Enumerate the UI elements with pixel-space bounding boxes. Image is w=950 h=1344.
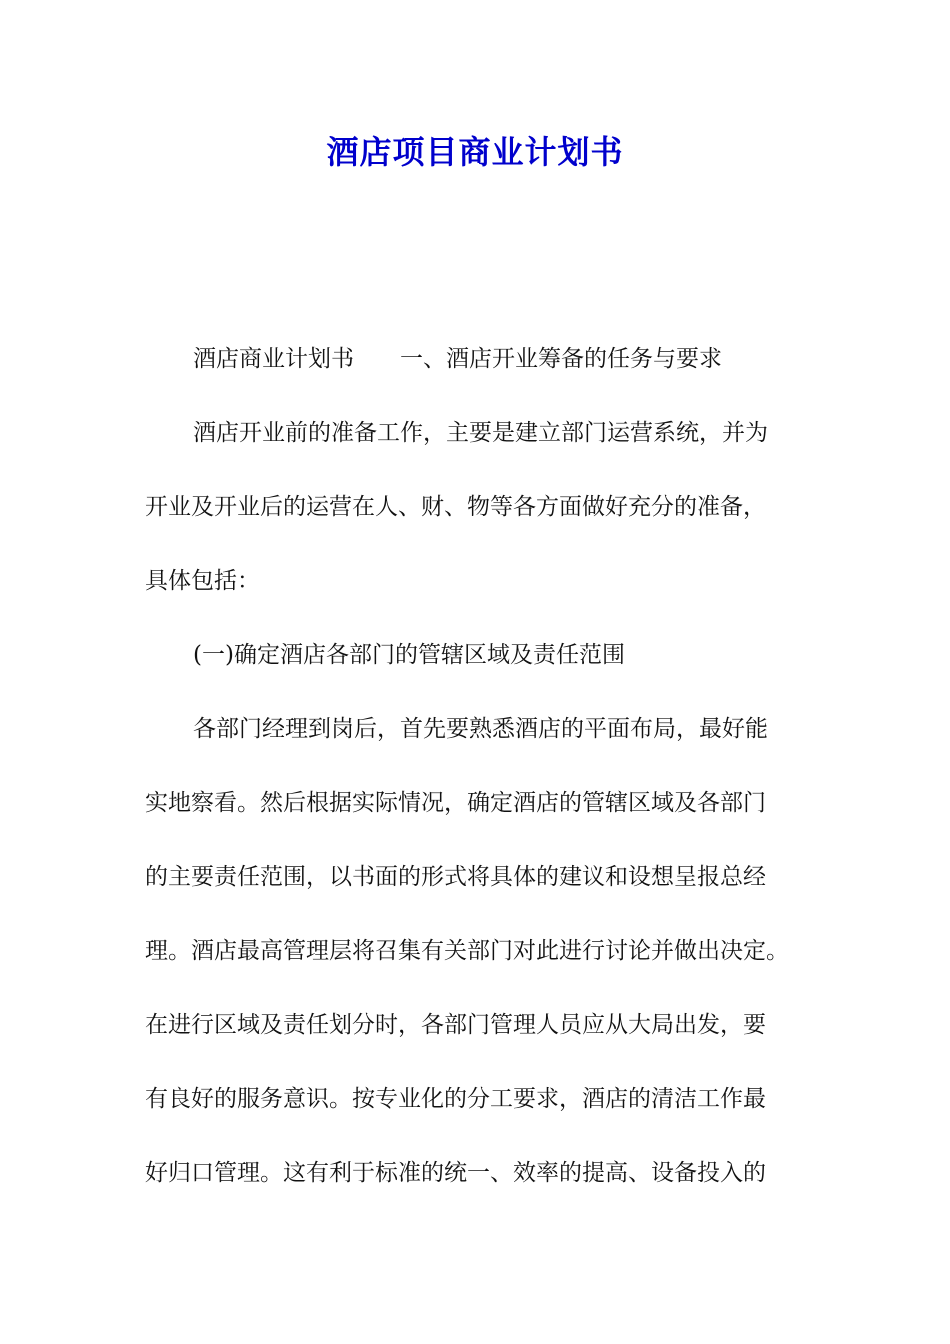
section-heading: 一、酒店开业筹备的任务与要求 <box>400 346 722 372</box>
document-body <box>145 336 825 1224</box>
body-line: 酒店开业前的准备工作，主要是建立部门运营系统，并为 <box>193 420 768 446</box>
body-line: 好归口管理。这有利于标准的统一、效率的提高、设备投入的 <box>145 1160 766 1186</box>
body-line: 理。酒店最高管理层将召集有关部门对此进行讨论并做出决定。 <box>145 938 789 964</box>
body-line: 各部门经理到岗后，首先要熟悉酒店的平面布局，最好能 <box>193 716 768 742</box>
body-line: 具体包括： <box>145 568 260 594</box>
document-title: 酒店项目商业计划书 <box>326 133 624 171</box>
subsection-heading: (一)确定酒店各部门的管辖区域及责任范围 <box>193 642 625 668</box>
body-line-heading <box>145 336 825 410</box>
body-line: 实地察看。然后根据实际情况，确定酒店的管辖区域及各部门 <box>145 790 766 816</box>
body-line: 的主要责任范围，以书面的形式将具体的建议和设想呈报总经 <box>145 864 766 890</box>
body-line: 开业及开业后的运营在人、财、物等各方面做好充分的准备， <box>145 494 766 520</box>
body-line: 有良好的服务意识。按专业化的分工要求，酒店的清洁工作最 <box>145 1086 766 1112</box>
body-line: 在进行区域及责任划分时，各部门管理人员应从大局出发，要 <box>145 1012 766 1038</box>
plan-heading-label: 酒店商业计划书 <box>193 346 354 372</box>
